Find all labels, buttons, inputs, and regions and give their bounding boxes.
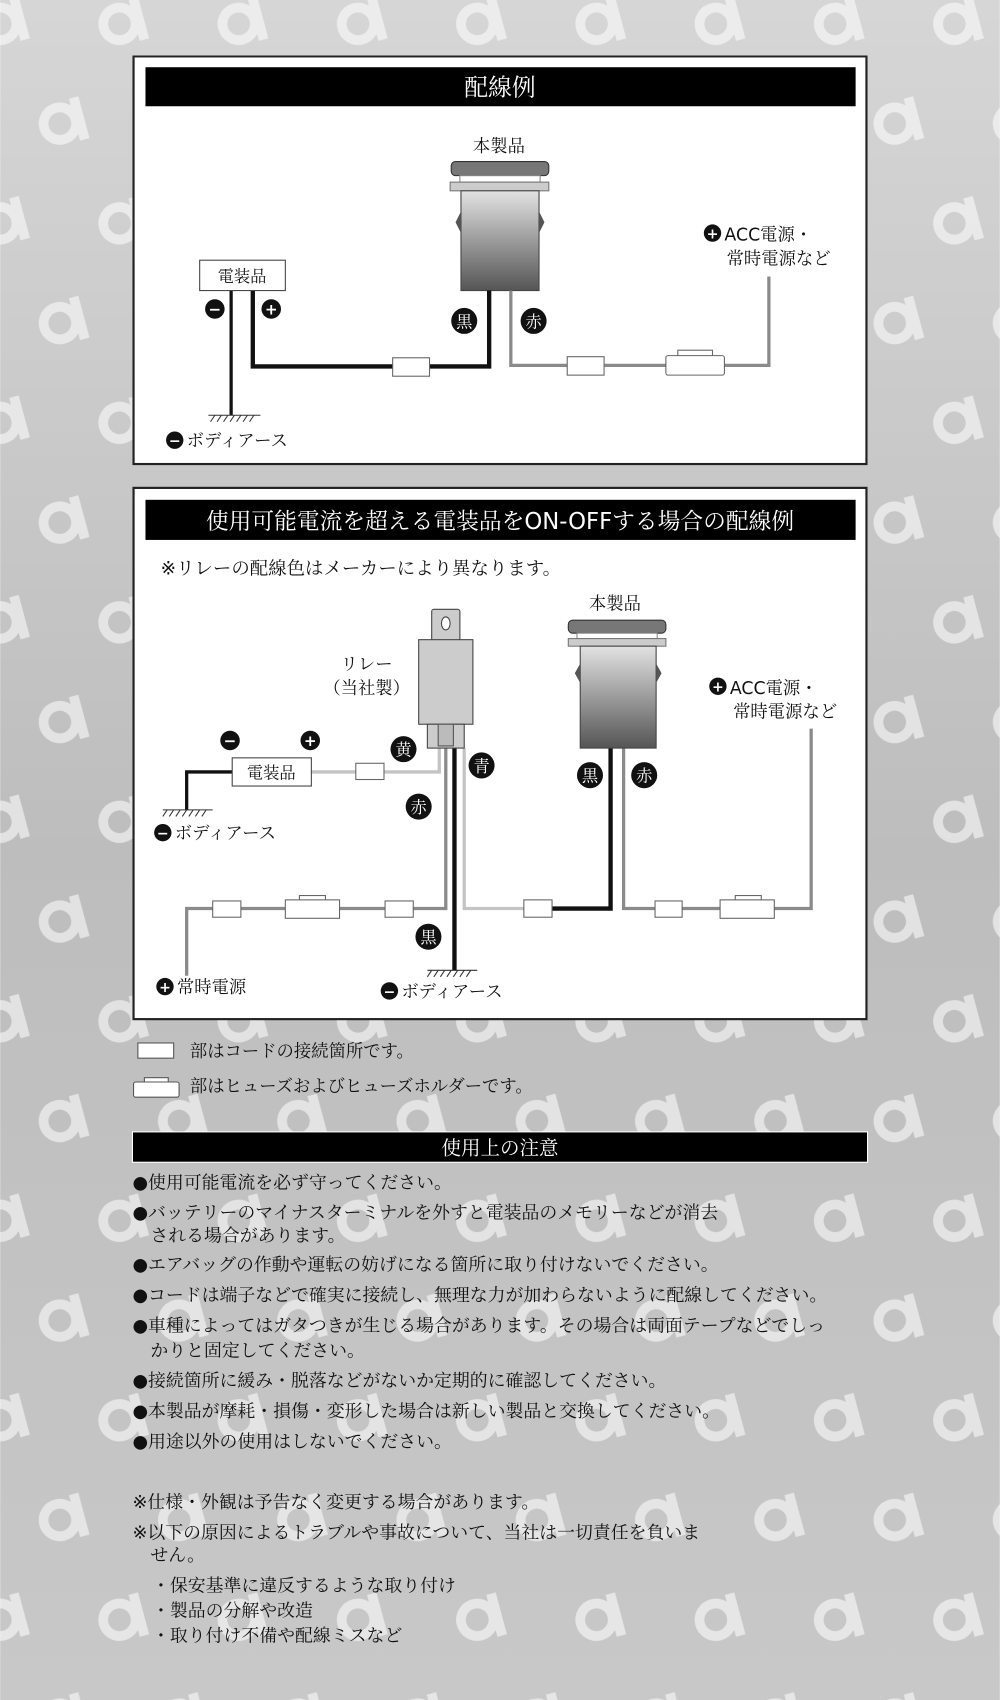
- section-title: 使用上の注意: [441, 1136, 559, 1160]
- svg-text:−: −: [223, 731, 237, 750]
- diagram-basic-wiring: [134, 56, 867, 464]
- caution-item: ●コードは端子などで確実に接続し、無理な力が加わらないように配線してください。: [132, 1285, 828, 1307]
- connection-point: [567, 357, 604, 375]
- svg-text:常時電源など: 常時電源など: [733, 702, 838, 723]
- svg-text:+: +: [159, 980, 171, 997]
- constant-power-label: [156, 978, 247, 998]
- relay-label: リレー: [340, 655, 393, 676]
- svg-text:−: −: [156, 826, 169, 843]
- svg-text:黄: 黄: [395, 740, 412, 760]
- product-label: 本製品: [472, 136, 525, 157]
- product-red-badge: [631, 762, 657, 788]
- svg-text:赤: 赤: [410, 798, 427, 818]
- connection-point: [213, 901, 241, 917]
- caution-item: ●エアバッグの作動や運転の妨げになる箇所に取り付けないでください。: [132, 1254, 719, 1276]
- device-label: 電装品: [246, 763, 296, 783]
- caution-item: される場合があります。: [132, 1225, 346, 1247]
- relay-color-note: ※リレーの配線色はメーカーにより異なります。: [160, 558, 562, 580]
- section-title: 配線例: [464, 73, 536, 102]
- wire-color-red-badge: [521, 308, 547, 334]
- svg-text:赤: 赤: [636, 766, 653, 786]
- wire-color-yellow-badge: [390, 736, 416, 762]
- svg-text:ボディアース: ボディアース: [186, 431, 288, 452]
- svg-text:ACC電源・: ACC電源・: [729, 678, 818, 699]
- switch-product-icon: [450, 162, 549, 291]
- svg-text:黒: 黒: [420, 928, 437, 948]
- disclaimer-sub-item: ・保安基準に違反するような取り付け: [151, 1575, 456, 1597]
- caution-item: ●車種によってはガタつきが生じる場合があります。その場合は両面テープなどでしっ: [132, 1315, 825, 1337]
- caution-item: ●用途以外の使用はしないでください。: [132, 1431, 452, 1453]
- connection-point: [393, 358, 430, 376]
- disclaimer-note: ※以下の原因によるトラブルや事故について、当社は一切責任を負いま: [132, 1522, 701, 1544]
- section-title: 使用可能電流を超える電装品をON-OFFする場合の配線例: [205, 509, 795, 536]
- svg-text:赤: 赤: [525, 312, 542, 332]
- connection-point: [524, 900, 552, 917]
- wire-color-black-badge: [415, 924, 441, 950]
- plus-badge: [301, 731, 321, 751]
- caution-item: ●バッテリーのマイナスターミナルを外すと電装品のメモリーなどが消去: [132, 1202, 719, 1224]
- device-label: 電装品: [217, 266, 267, 286]
- caution-item: ●使用可能電流を必ず守ってください。: [132, 1172, 452, 1194]
- product-black-badge: [577, 762, 603, 788]
- svg-text:常時電源: 常時電源: [176, 978, 247, 999]
- product-label: 本製品: [588, 594, 641, 615]
- disclaimer-note: ※仕様・外観は予告なく変更する場合があります。: [132, 1492, 540, 1514]
- wire-color-blue-badge: [469, 752, 495, 778]
- connection-point: [356, 763, 384, 779]
- svg-text:−: −: [168, 433, 181, 450]
- caution-item: かりと固定してください。: [132, 1340, 365, 1362]
- svg-text:ボディアース: ボディアース: [401, 982, 503, 1003]
- svg-text:ボディアース: ボディアース: [174, 824, 276, 845]
- disclaimer-sub-item: ・取り付け不備や配線ミスなど: [151, 1625, 403, 1647]
- disclaimer-note: せん。: [132, 1545, 206, 1567]
- connection-point: [385, 901, 413, 917]
- connection-legend-text: 部はコードの接続箇所です。: [189, 1042, 414, 1063]
- svg-text:−: −: [383, 984, 396, 1001]
- caution-item: ●接続箇所に緩み・脱落などがないか定期的に確認してください。: [132, 1370, 667, 1392]
- diagram-relay-wiring: [134, 488, 867, 1019]
- svg-text:+: +: [303, 731, 317, 750]
- caution-item: ●本製品が摩耗・損傷・変形した場合は新しい製品と交換してください。: [132, 1401, 721, 1423]
- connection-legend-icon: [138, 1043, 174, 1058]
- svg-text:+: +: [712, 679, 724, 696]
- svg-text:−: −: [208, 300, 222, 319]
- switch-product-icon: [568, 620, 666, 748]
- wire-color-red-badge: [406, 794, 432, 820]
- minus-badge: [205, 299, 225, 319]
- svg-text:黒: 黒: [581, 766, 599, 786]
- wire-color-black-badge: [451, 308, 477, 334]
- fuse-legend-text: 部はヒューズおよびヒューズホルダーです。: [189, 1076, 533, 1097]
- connection-point: [655, 901, 682, 917]
- minus-badge: [220, 731, 240, 751]
- disclaimer-sub-item: ・製品の分解や改造: [151, 1600, 313, 1622]
- svg-text:ACC電源・: ACC電源・: [724, 225, 813, 246]
- svg-text:+: +: [706, 226, 719, 243]
- svg-text:青: 青: [473, 756, 490, 776]
- svg-text:常時電源など: 常時電源など: [726, 249, 831, 270]
- svg-text:+: +: [264, 300, 278, 319]
- relay-maker-label: （当社製）: [323, 678, 410, 699]
- plus-badge: [261, 299, 281, 319]
- svg-text:黒: 黒: [456, 312, 473, 332]
